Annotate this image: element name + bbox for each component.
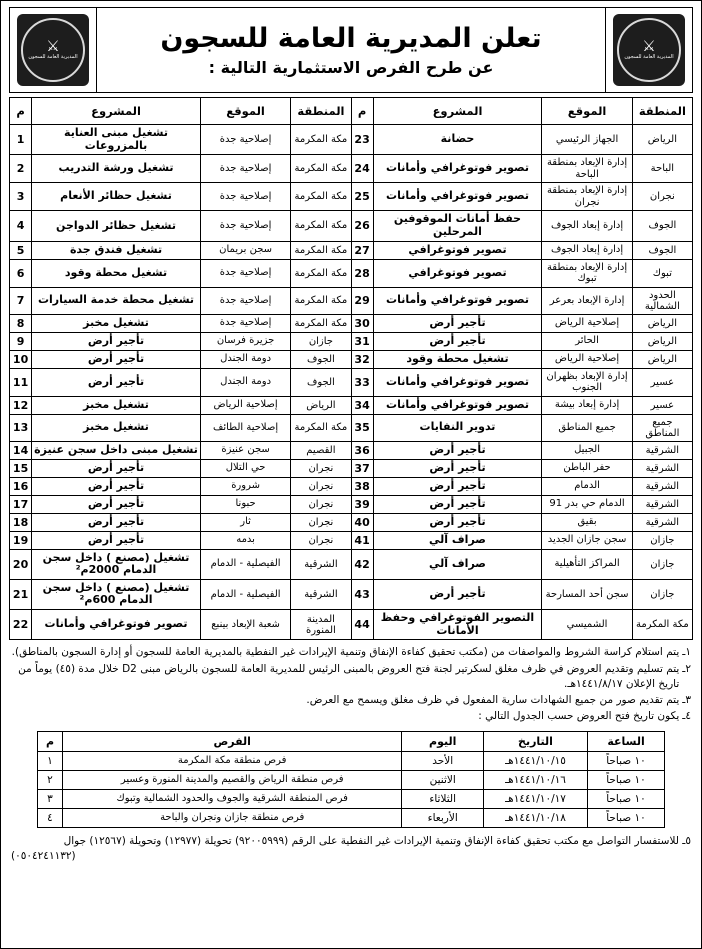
cell-site: إصلاحية الرياض	[200, 396, 290, 414]
cell-site: الحائر	[542, 332, 632, 350]
cell-region: الشرقية	[632, 513, 692, 531]
header-num: م	[38, 731, 63, 751]
table-row	[10, 396, 693, 414]
cell-site: الدمام حي بدر 91	[542, 495, 632, 513]
table-header-row	[10, 98, 693, 125]
cell-region: الرياض	[632, 125, 692, 155]
cell-site: إصلاحية جدة	[200, 287, 290, 314]
cell-num: 17	[10, 495, 32, 513]
cell-region: مكة المكرمة	[291, 287, 351, 314]
cell-site: الدمام	[542, 477, 632, 495]
cell-time: ١٠ صباحاً	[588, 770, 665, 789]
cell-site: إدارة إبعاد الجوف	[542, 241, 632, 259]
cell-project: تأجير أرض	[373, 314, 542, 332]
cell-num: 15	[10, 459, 32, 477]
page-title: تعلن المديرية العامة للسجون	[160, 23, 542, 54]
table-row	[10, 155, 693, 183]
cell-site: بقيق	[542, 513, 632, 531]
cell-site: الشميسي	[542, 610, 632, 640]
cell-region: الجوف	[632, 241, 692, 259]
cell-num: 3	[10, 183, 32, 211]
cell-num: ١	[38, 751, 63, 770]
cell-project: تشغيل محطة خدمة السيارات	[32, 287, 201, 314]
cell-project: تشغيل محطة وقود	[373, 350, 542, 368]
note-item	[11, 709, 691, 724]
cell-num: 11	[10, 368, 32, 396]
cell-num: 10	[10, 350, 32, 368]
table-row	[10, 314, 693, 332]
cell-region: مكة المكرمة	[291, 241, 351, 259]
cell-project: تصوير فوتوغرافي وأمانات	[373, 368, 542, 396]
cell-num: 35	[351, 414, 373, 441]
cell-site: سجن جازان الجديد	[542, 531, 632, 549]
cell-region: مكة المكرمة	[291, 259, 351, 287]
cell-project: تأجير أرض	[373, 579, 542, 609]
cell-region: الشرقية	[632, 477, 692, 495]
table-row	[10, 459, 693, 477]
cell-project: تأجير أرض	[373, 495, 542, 513]
cell-project: تشغيل فندق جدة	[32, 241, 201, 259]
cell-project: تأجير أرض	[32, 459, 201, 477]
cell-site: إصلاحية جدة	[200, 259, 290, 287]
cell-time: ١٠ صباحاً	[588, 751, 665, 770]
header-time: الساعة	[588, 731, 665, 751]
cell-region: الشرقية	[632, 441, 692, 459]
cell-project: حفظ أمانات الموقوفين المرحلين	[373, 211, 542, 241]
cell-num: 29	[351, 287, 373, 314]
cell-num: 19	[10, 531, 32, 549]
cell-time: ١٠ صباحاً	[588, 808, 665, 827]
cell-site: حفر الباطن	[542, 459, 632, 477]
cell-num: 26	[351, 211, 373, 241]
cell-site: إصلاحية جدة	[200, 314, 290, 332]
table-row	[10, 549, 693, 579]
cell-site: إدارة الإبعاد بظهران الجنوب	[542, 368, 632, 396]
cell-project: تصوير فوتوغرافي	[373, 259, 542, 287]
cell-site: إدارة الإبعاد بمنطقة تبوك	[542, 259, 632, 287]
cell-site: حي التلال	[200, 459, 290, 477]
cell-project: تأجير أرض	[373, 513, 542, 531]
note-text: يتم استلام كراسة الشروط والمواصفات من (مكتب تحقيق كفاءة الإنفاق وتنمية الإيرادات غير النفطية بالمديرية العامة للسجون أو إدارة السجون بالمناطق).	[11, 646, 680, 659]
page-subtitle: عن طرح الفرص الاستثمارية التالية :	[208, 58, 494, 77]
cell-region: مكة المكرمة	[291, 211, 351, 241]
schedule-row	[38, 789, 665, 808]
cell-site: حبونا	[200, 495, 290, 513]
cell-site: شعبة الإبعاد بينبع	[200, 610, 290, 640]
cell-num: 22	[10, 610, 32, 640]
emblem-text-left: المديرية العامة للسجون	[28, 54, 78, 61]
note-text: يكون تاريخ فتح العروض حسب الجدول التالي :	[478, 710, 680, 723]
table-row	[10, 211, 693, 241]
cell-site: الجهاز الرئيسي	[542, 125, 632, 155]
cell-project: تدوير النفايات	[373, 414, 542, 441]
cell-region: الرياض	[632, 314, 692, 332]
cell-site: إدارة الإبعاد بعرعر	[542, 287, 632, 314]
cell-site: إصلاحية الرياض	[542, 350, 632, 368]
note-item	[11, 693, 691, 708]
cell-site: إصلاحية الرياض	[542, 314, 632, 332]
cell-project: صراف آلي	[373, 549, 542, 579]
footer-contact-line: ٥ـ للاستفسار التواصل مع مكتب تحقيق كفاءة الإنفاق وتنمية الإيرادات غير النفطية على الرقم (٩٢٠٠٥٩٩٩) تحويلة (١٢٩٧٧) وتحويلة (١٢٥٦٧) جوال	[63, 834, 691, 847]
cell-region: مكة المكرمة	[291, 183, 351, 211]
cell-region: الرياض	[632, 332, 692, 350]
cell-region: الباحة	[632, 155, 692, 183]
prisons-emblem-right-icon: ⚔ المديرية العامة للسجون	[613, 14, 685, 86]
cell-region: الحدود الشمالية	[632, 287, 692, 314]
cell-project: تشغيل ورشة التدريب	[32, 155, 201, 183]
cell-num: 42	[351, 549, 373, 579]
cell-project: تصوير فوتوغرافي وأمانات	[373, 396, 542, 414]
cell-project: تصوير فوتوغرافي وأمانات	[373, 183, 542, 211]
cell-region: جازان	[291, 332, 351, 350]
cell-opportunity: فرص منطقة الرياض والقصيم والمدينة المنورة وعسير	[62, 770, 402, 789]
footer-mobile-number: (٠٥٠٤٢٤١١٣٢)	[11, 850, 76, 863]
header-opportunity: الفرص	[62, 731, 402, 751]
cell-site: إدارة إبعاد بيشة	[542, 396, 632, 414]
cell-project: تشغيل حظائر الدواجن	[32, 211, 201, 241]
table-row	[10, 414, 693, 441]
cell-day: الأربعاء	[402, 808, 483, 827]
note-item	[11, 662, 691, 692]
note-item	[11, 645, 691, 660]
table-row	[10, 610, 693, 640]
cell-num: 39	[351, 495, 373, 513]
cell-region: الشرقية	[632, 495, 692, 513]
cell-region: مكة المكرمة	[291, 414, 351, 441]
cell-site: الفيصلية - الدمام	[200, 549, 290, 579]
cell-project: تشغيل حظائر الأنعام	[32, 183, 201, 211]
table-row	[10, 183, 693, 211]
cell-num: 18	[10, 513, 32, 531]
cell-project: تأجير أرض	[373, 459, 542, 477]
note-text: يتم تقديم صور من جميع الشهادات سارية المفعول في ظرف مغلق ويسمح مع العرض.	[306, 694, 680, 707]
cell-region: نجران	[632, 183, 692, 211]
cell-date: ١٤٤١/١٠/١٦هـ	[483, 770, 587, 789]
header-region-left: المنطقة	[632, 98, 692, 125]
cell-num: 38	[351, 477, 373, 495]
opportunities-table-body	[10, 125, 693, 640]
cell-site: ثار	[200, 513, 290, 531]
table-row	[10, 477, 693, 495]
cell-opportunity: فرص منطقة جازان ونجران والباحة	[62, 808, 402, 827]
cell-site: إصلاحية الطائف	[200, 414, 290, 441]
schedule-section	[9, 731, 693, 828]
schedule-row	[38, 808, 665, 827]
table-row	[10, 579, 693, 609]
cell-day: الأحد	[402, 751, 483, 770]
header-project-right: المشروع	[32, 98, 201, 125]
cell-region: الجوف	[291, 368, 351, 396]
cell-project: تصوير فوتوغرافي	[373, 241, 542, 259]
cell-project: التصوير الفوتوغرافي وحفظ الأمانات	[373, 610, 542, 640]
cell-region: الجوف	[632, 211, 692, 241]
cell-num: 25	[351, 183, 373, 211]
cell-site: إصلاحية جدة	[200, 211, 290, 241]
table-row	[10, 332, 693, 350]
cell-num: 28	[351, 259, 373, 287]
cell-num: ٣	[38, 789, 63, 808]
cell-num: 1	[10, 125, 32, 155]
cell-region: مكة المكرمة	[291, 155, 351, 183]
cell-project: صراف آلي	[373, 531, 542, 549]
cell-project: تصوير فوتوغرافي وأمانات	[373, 287, 542, 314]
cell-site: شرورة	[200, 477, 290, 495]
cell-region: مكة المكرمة	[291, 125, 351, 155]
cell-project: تشغيل مخبز	[32, 414, 201, 441]
cell-project: تشغيل (مصنع ) داخل سجن الدمام 2000م²	[32, 549, 201, 579]
header-text-block	[97, 8, 605, 92]
table-row	[10, 441, 693, 459]
header-region-right: المنطقة	[291, 98, 351, 125]
cell-project: تشغيل مخبز	[32, 396, 201, 414]
cell-num: 36	[351, 441, 373, 459]
logo-left-container	[10, 8, 97, 92]
cell-site: إصلاحية جدة	[200, 125, 290, 155]
table-row	[10, 259, 693, 287]
cell-num: 21	[10, 579, 32, 609]
header-num-right: م	[10, 98, 32, 125]
cell-region: مكة المكرمة	[291, 314, 351, 332]
cell-region: الشرقية	[632, 459, 692, 477]
cell-site: إصلاحية جدة	[200, 155, 290, 183]
table-row	[10, 287, 693, 314]
logo-right-container	[605, 8, 692, 92]
cell-date: ١٤٤١/١٠/١٨هـ	[483, 808, 587, 827]
cell-region: نجران	[291, 495, 351, 513]
cell-region: مكة المكرمة	[632, 610, 692, 640]
header-date: التاريخ	[483, 731, 587, 751]
page-header	[9, 7, 693, 93]
table-row	[10, 531, 693, 549]
table-row	[10, 495, 693, 513]
table-row	[10, 513, 693, 531]
cell-num: 24	[351, 155, 373, 183]
cell-region: جميع المناطق	[632, 414, 692, 441]
cell-region: الجوف	[291, 350, 351, 368]
cell-project: تأجير أرض	[32, 332, 201, 350]
cell-project: تأجير أرض	[32, 513, 201, 531]
cell-num: 6	[10, 259, 32, 287]
note-text: يتم تسليم وتقديم العروض في ظرف مغلق لسكرتير لجنة فتح العروض بالمبنى الرئيس للمديرية العامة للسجون بالرياض مبنى D2 خلال مدة (٤٥) يوماً من تاريخ الإعلان ١٤٤١/٨/١٧هـ.	[18, 662, 680, 690]
note-index: ٤ـ	[682, 710, 691, 723]
notes-section	[9, 645, 693, 724]
cell-site: بدمه	[200, 531, 290, 549]
cell-region: نجران	[291, 513, 351, 531]
header-project-left: المشروع	[373, 98, 542, 125]
cell-region: جازان	[632, 531, 692, 549]
cell-region: نجران	[291, 459, 351, 477]
cell-site: إدارة الإبعاد بمنطقة الباحة	[542, 155, 632, 183]
cell-site: جميع المناطق	[542, 414, 632, 441]
cell-region: الشرقية	[291, 579, 351, 609]
cell-day: الثلاثاء	[402, 789, 483, 808]
emblem-text-right: المديرية العامة للسجون	[624, 54, 674, 61]
cell-num: 2	[10, 155, 32, 183]
cell-project: تصوير فوتوغرافي وأمانات	[32, 610, 201, 640]
cell-project: تشغيل (مصنع ) داخل سجن الدمام 600م²	[32, 579, 201, 609]
note-index: ١ـ	[682, 646, 691, 659]
cell-site: إصلاحية جدة	[200, 183, 290, 211]
cell-num: 20	[10, 549, 32, 579]
note-index: ٢ـ	[682, 662, 691, 675]
cell-region: عسير	[632, 396, 692, 414]
cell-site: إدارة إبعاد الجوف	[542, 211, 632, 241]
schedule-table-body	[38, 751, 665, 827]
cell-project: تأجير أرض	[32, 350, 201, 368]
table-row	[10, 350, 693, 368]
cell-region: الشرقية	[291, 549, 351, 579]
cell-num: 5	[10, 241, 32, 259]
cell-num: 8	[10, 314, 32, 332]
cell-site: الجبيل	[542, 441, 632, 459]
cell-project: حضانة	[373, 125, 542, 155]
cell-project: تأجير أرض	[373, 441, 542, 459]
cell-project: تأجير أرض	[32, 531, 201, 549]
cell-site: سجن أحد المسارحة	[542, 579, 632, 609]
cell-num: 23	[351, 125, 373, 155]
table-row	[10, 368, 693, 396]
cell-site: إدارة الإبعاد بمنطقة نجران	[542, 183, 632, 211]
cell-num: 9	[10, 332, 32, 350]
cell-num: 13	[10, 414, 32, 441]
cell-num: 37	[351, 459, 373, 477]
cell-region: جازان	[632, 549, 692, 579]
cell-region: الرياض	[632, 350, 692, 368]
cell-project: تشغيل مخبز	[32, 314, 201, 332]
table-row	[10, 125, 693, 155]
cell-num: 27	[351, 241, 373, 259]
cell-project: تشغيل محطة وقود	[32, 259, 201, 287]
cell-num: ٢	[38, 770, 63, 789]
cell-project: تأجير أرض	[32, 495, 201, 513]
cell-project: تصوير فوتوغرافي وأمانات	[373, 155, 542, 183]
header-site-left: الموقع	[542, 98, 632, 125]
cell-num: 14	[10, 441, 32, 459]
cell-site: دومة الجندل	[200, 350, 290, 368]
cell-project: تشغيل مبنى العناية بالمزروعات	[32, 125, 201, 155]
cell-site: سجن عنيزة	[200, 441, 290, 459]
cell-date: ١٤٤١/١٠/١٧هـ	[483, 789, 587, 808]
cell-region: نجران	[291, 477, 351, 495]
cell-opportunity: فرص المنطقة الشرقية والجوف والحدود الشمالية وتبوك	[62, 789, 402, 808]
header-num-left: م	[351, 98, 373, 125]
cell-num: 16	[10, 477, 32, 495]
cell-region: القصيم	[291, 441, 351, 459]
cell-site: المراكز التأهيلية	[542, 549, 632, 579]
cell-num: 7	[10, 287, 32, 314]
cell-project: تأجير أرض	[373, 332, 542, 350]
cell-region: تبوك	[632, 259, 692, 287]
cell-site: سجن بريمان	[200, 241, 290, 259]
cell-num: 43	[351, 579, 373, 609]
schedule-row	[38, 751, 665, 770]
cell-num: ٤	[38, 808, 63, 827]
cell-num: 40	[351, 513, 373, 531]
cell-num: 31	[351, 332, 373, 350]
footer-section	[9, 834, 693, 868]
cell-num: 41	[351, 531, 373, 549]
cell-site: دومة الجندل	[200, 368, 290, 396]
cell-num: 34	[351, 396, 373, 414]
cell-num: 44	[351, 610, 373, 640]
cell-region: عسير	[632, 368, 692, 396]
cell-project: تأجير أرض	[373, 477, 542, 495]
cell-region: المدينة المنورة	[291, 610, 351, 640]
cell-region: نجران	[291, 531, 351, 549]
cell-project: تأجير أرض	[32, 477, 201, 495]
schedule-header-row	[38, 731, 665, 751]
cell-opportunity: فرص منطقة مكة المكرمة	[62, 751, 402, 770]
cell-site: جزيرة فرسان	[200, 332, 290, 350]
cell-region: جازان	[632, 579, 692, 609]
cell-num: 4	[10, 211, 32, 241]
cell-project: تأجير أرض	[32, 368, 201, 396]
cell-num: 12	[10, 396, 32, 414]
prisons-emblem-left-icon: ⚔ المديرية العامة للسجون	[17, 14, 89, 86]
cell-day: الاثنين	[402, 770, 483, 789]
header-site-right: الموقع	[200, 98, 290, 125]
cell-num: 33	[351, 368, 373, 396]
note-index: ٣ـ	[682, 694, 691, 707]
cell-num: 30	[351, 314, 373, 332]
schedule-row	[38, 770, 665, 789]
cell-site: الفيصلية - الدمام	[200, 579, 290, 609]
header-day: اليوم	[402, 731, 483, 751]
opportunities-table	[9, 97, 693, 640]
cell-time: ١٠ صباحاً	[588, 789, 665, 808]
schedule-table	[37, 731, 665, 828]
table-row	[10, 241, 693, 259]
cell-region: الرياض	[291, 396, 351, 414]
cell-date: ١٤٤١/١٠/١٥هـ	[483, 751, 587, 770]
cell-project: تشغيل مبنى داخل سجن عنيزة	[32, 441, 201, 459]
cell-num: 32	[351, 350, 373, 368]
